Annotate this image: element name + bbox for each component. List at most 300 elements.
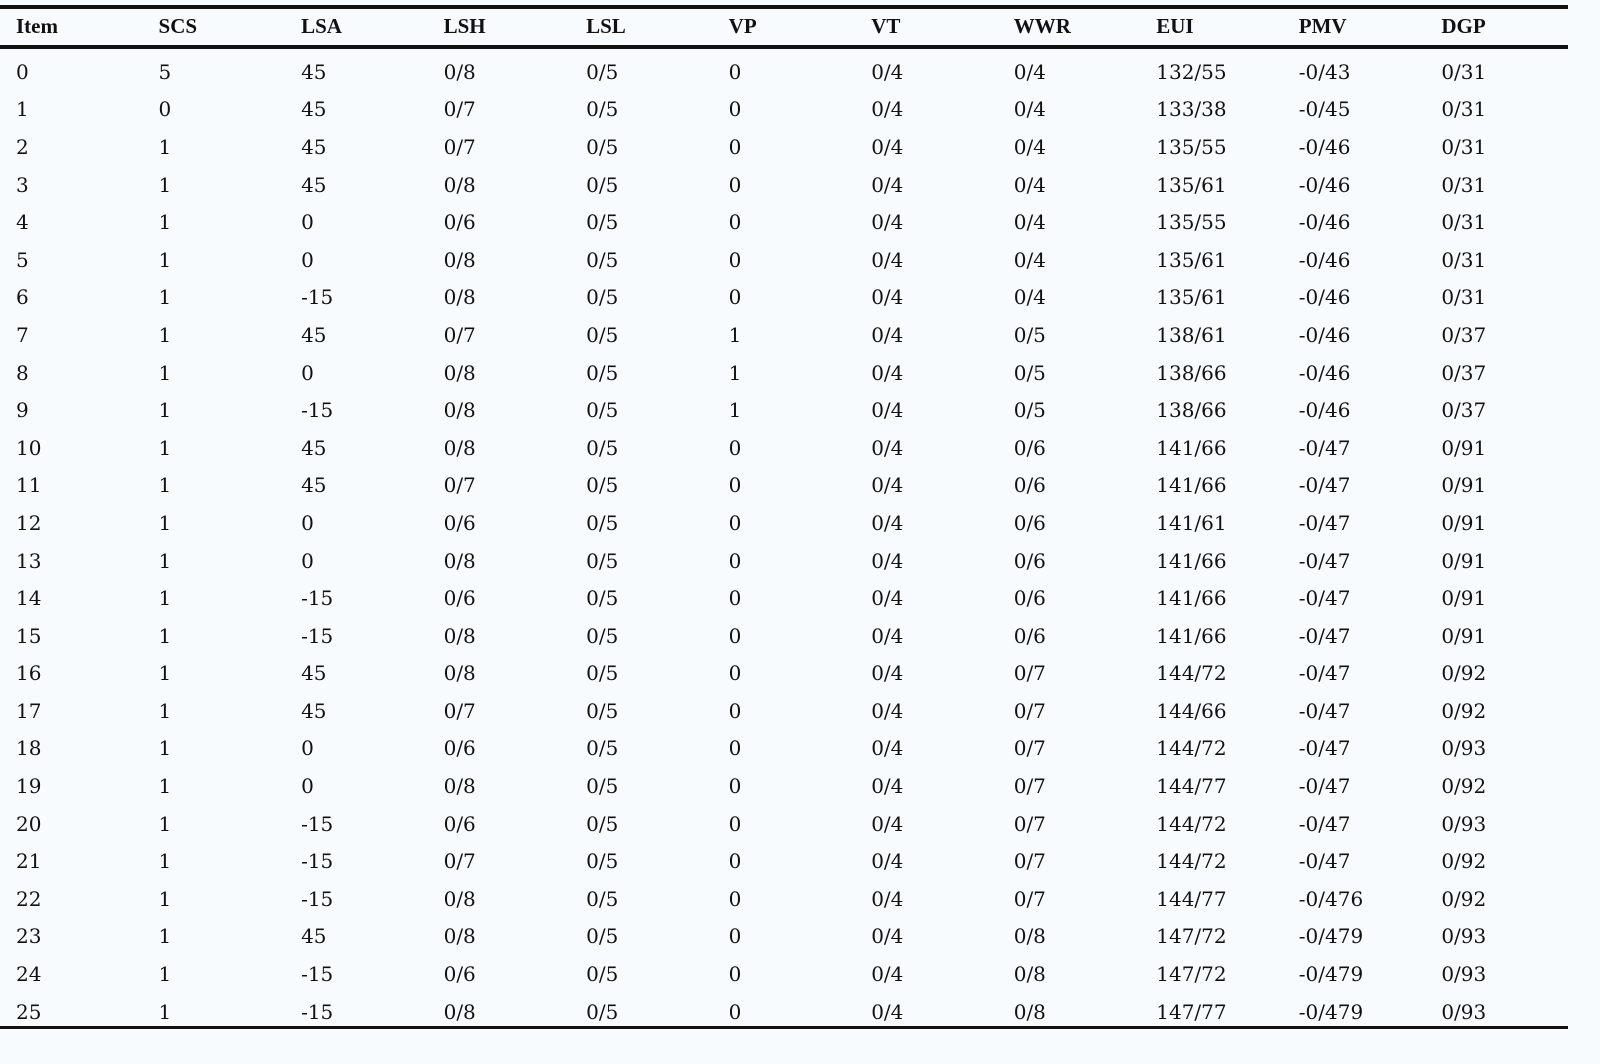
table-cell-dgp: 0/91 (1441, 435, 1487, 460)
table-row (0, 504, 1568, 542)
table-cell-wwr: 0/7 (1013, 736, 1046, 761)
table-cell-eui: 138/66 (1156, 360, 1227, 385)
table-cell-vt: 0/4 (871, 586, 904, 611)
table-cell-vp: 0 (728, 59, 742, 84)
table-cell-pmv: -0/47 (1298, 736, 1351, 761)
table-cell-scs: 1 (158, 210, 172, 235)
table-row (0, 166, 1568, 204)
table-cell-lsa: -15 (301, 586, 334, 611)
table-cell-lsl: 0/5 (586, 285, 619, 310)
table-cell-lsl: 0/5 (586, 247, 619, 272)
table-cell-vp: 0 (728, 435, 742, 460)
column-header-vt: VT (871, 14, 901, 38)
table-cell-lsa: 0 (301, 774, 314, 799)
table-cell-vt: 0/4 (871, 962, 904, 987)
table-cell-dgp: 0/93 (1441, 811, 1487, 836)
table-row (0, 203, 1568, 241)
column-header-lsh: LSH (443, 14, 486, 38)
table-cell-vp: 0 (728, 736, 742, 761)
table-body (0, 49, 1568, 1030)
table-cell-vt: 0/4 (871, 134, 904, 159)
table-row (0, 467, 1568, 505)
table-cell-lsh: 0/6 (443, 736, 476, 761)
table-cell-dgp: 0/91 (1441, 548, 1487, 573)
table-cell-pmv: -0/476 (1298, 886, 1364, 911)
table-cell-dgp: 0/31 (1441, 210, 1487, 235)
table-cell-eui: 135/55 (1156, 134, 1227, 159)
table-cell-scs: 1 (158, 134, 172, 159)
table-cell-scs: 1 (158, 661, 172, 686)
table-cell-item: 14 (16, 586, 42, 611)
table-cell-scs: 1 (158, 473, 172, 498)
table-cell-pmv: -0/46 (1298, 285, 1351, 310)
table-cell-item: 1 (16, 97, 29, 122)
table-cell-lsa: -15 (301, 886, 334, 911)
table-cell-eui: 135/55 (1156, 210, 1227, 235)
table-cell-lsl: 0/5 (586, 924, 619, 949)
table-cell-item: 18 (16, 736, 42, 761)
table-cell-lsa: 45 (301, 172, 327, 197)
table-cell-dgp: 0/91 (1441, 623, 1487, 648)
table-cell-lsh: 0/6 (443, 962, 476, 987)
table-cell-lsa: 45 (301, 661, 327, 686)
table-cell-dgp: 0/93 (1441, 999, 1487, 1024)
table-cell-lsa: 45 (301, 924, 327, 949)
table-cell-lsh: 0/7 (443, 97, 476, 122)
table-cell-vp: 1 (728, 322, 742, 347)
table-cell-lsa: -15 (301, 962, 334, 987)
table-cell-pmv: -0/46 (1298, 322, 1351, 347)
table-cell-pmv: -0/479 (1298, 962, 1364, 987)
table-cell-lsa: -15 (301, 849, 334, 874)
table-cell-lsa: 45 (301, 322, 327, 347)
table-cell-scs: 1 (158, 172, 172, 197)
table-cell-pmv: -0/47 (1298, 586, 1351, 611)
table-cell-vt: 0/4 (871, 360, 904, 385)
table-cell-eui: 144/72 (1156, 849, 1227, 874)
table-cell-dgp: 0/91 (1441, 473, 1487, 498)
column-header-lsl: LSL (586, 14, 626, 38)
table-cell-pmv: -0/46 (1298, 247, 1351, 272)
table-cell-wwr: 0/4 (1013, 210, 1046, 235)
table-cell-lsh: 0/6 (443, 210, 476, 235)
table-cell-lsl: 0/5 (586, 811, 619, 836)
table-cell-vp: 1 (728, 360, 742, 385)
table-cell-eui: 144/72 (1156, 661, 1227, 686)
table-cell-lsh: 0/8 (443, 172, 476, 197)
table-row (0, 49, 1568, 91)
table-cell-pmv: -0/47 (1298, 698, 1351, 723)
table-cell-item: 17 (16, 698, 42, 723)
table-cell-pmv: -0/47 (1298, 548, 1351, 573)
column-header-scs: SCS (158, 14, 198, 38)
table-row (0, 241, 1568, 279)
table-cell-lsl: 0/5 (586, 736, 619, 761)
table-cell-pmv: -0/47 (1298, 661, 1351, 686)
table-cell-vt: 0/4 (871, 698, 904, 723)
table-cell-wwr: 0/6 (1013, 586, 1046, 611)
table-row (0, 805, 1568, 843)
table-cell-lsl: 0/5 (586, 59, 619, 84)
table-cell-item: 0 (16, 59, 29, 84)
table-row (0, 955, 1568, 993)
table-cell-item: 7 (16, 322, 29, 347)
table-cell-vt: 0/4 (871, 623, 904, 648)
table-cell-lsa: -15 (301, 398, 334, 423)
table-cell-item: 4 (16, 210, 29, 235)
table-cell-pmv: -0/46 (1298, 172, 1351, 197)
table-cell-eui: 144/77 (1156, 774, 1227, 799)
table-row (0, 767, 1568, 805)
table-cell-item: 15 (16, 623, 42, 648)
table-cell-dgp: 0/37 (1441, 398, 1487, 423)
table-cell-lsh: 0/8 (443, 886, 476, 911)
table-cell-item: 6 (16, 285, 29, 310)
table-cell-lsl: 0/5 (586, 849, 619, 874)
table-cell-lsh: 0/8 (443, 285, 476, 310)
table-cell-vp: 0 (728, 172, 742, 197)
table-cell-lsa: 45 (301, 59, 327, 84)
table-cell-wwr: 0/6 (1013, 623, 1046, 648)
table-cell-pmv: -0/46 (1298, 398, 1351, 423)
table-cell-dgp: 0/31 (1441, 134, 1487, 159)
table-cell-vp: 0 (728, 623, 742, 648)
table-cell-item: 23 (16, 924, 42, 949)
table-cell-lsl: 0/5 (586, 210, 619, 235)
table-cell-wwr: 0/7 (1013, 849, 1046, 874)
table-row (0, 354, 1568, 392)
table-cell-wwr: 0/8 (1013, 999, 1046, 1024)
table-cell-eui: 135/61 (1156, 285, 1227, 310)
table-cell-dgp: 0/92 (1441, 849, 1487, 874)
table-cell-pmv: -0/46 (1298, 360, 1351, 385)
table-cell-dgp: 0/92 (1441, 774, 1487, 799)
table-cell-eui: 141/66 (1156, 586, 1227, 611)
table-cell-lsa: 0 (301, 510, 314, 535)
table-cell-vp: 0 (728, 774, 742, 799)
table-cell-dgp: 0/31 (1441, 59, 1487, 84)
table-row (0, 842, 1568, 880)
table-cell-item: 2 (16, 134, 29, 159)
table-cell-lsh: 0/7 (443, 322, 476, 347)
table-cell-pmv: -0/479 (1298, 924, 1364, 949)
table-cell-vt: 0/4 (871, 774, 904, 799)
table-cell-pmv: -0/43 (1298, 59, 1351, 84)
table-cell-wwr: 0/5 (1013, 398, 1046, 423)
table-cell-dgp: 0/93 (1441, 736, 1487, 761)
table-cell-wwr: 0/6 (1013, 473, 1046, 498)
table-cell-lsl: 0/5 (586, 97, 619, 122)
table-cell-lsl: 0/5 (586, 322, 619, 347)
table-cell-wwr: 0/5 (1013, 322, 1046, 347)
table-cell-vp: 0 (728, 849, 742, 874)
table-cell-vp: 0 (728, 962, 742, 987)
table-cell-vp: 0 (728, 134, 742, 159)
table-cell-lsl: 0/5 (586, 134, 619, 159)
table-cell-lsh: 0/6 (443, 586, 476, 611)
table-cell-eui: 141/66 (1156, 548, 1227, 573)
table-cell-lsl: 0/5 (586, 698, 619, 723)
table-cell-lsh: 0/7 (443, 849, 476, 874)
table-cell-lsa: 45 (301, 698, 327, 723)
table-cell-vt: 0/4 (871, 210, 904, 235)
table-cell-dgp: 0/37 (1441, 360, 1487, 385)
table-cell-dgp: 0/92 (1441, 661, 1487, 686)
table-row (0, 429, 1568, 467)
table-cell-wwr: 0/7 (1013, 886, 1046, 911)
table-cell-dgp: 0/31 (1441, 97, 1487, 122)
table-cell-vt: 0/4 (871, 97, 904, 122)
table-cell-scs: 0 (158, 97, 172, 122)
table-cell-scs: 1 (158, 811, 172, 836)
table-cell-eui: 144/72 (1156, 736, 1227, 761)
table-cell-eui: 144/77 (1156, 886, 1227, 911)
table-cell-vt: 0/4 (871, 999, 904, 1024)
table-cell-lsh: 0/8 (443, 774, 476, 799)
table-cell-item: 3 (16, 172, 29, 197)
table-cell-lsh: 0/8 (443, 924, 476, 949)
table-cell-vp: 0 (728, 924, 742, 949)
table-cell-lsa: 0 (301, 210, 314, 235)
table-row (0, 993, 1568, 1031)
table-cell-vt: 0/4 (871, 473, 904, 498)
table-cell-scs: 1 (158, 774, 172, 799)
table-cell-lsh: 0/6 (443, 510, 476, 535)
table-cell-lsl: 0/5 (586, 586, 619, 611)
table-cell-vp: 0 (728, 661, 742, 686)
table-cell-item: 12 (16, 510, 42, 535)
table-row (0, 316, 1568, 354)
table-cell-eui: 135/61 (1156, 247, 1227, 272)
table-cell-pmv: -0/47 (1298, 811, 1351, 836)
table-cell-dgp: 0/93 (1441, 962, 1487, 987)
table-cell-dgp: 0/37 (1441, 322, 1487, 347)
table-cell-vt: 0/4 (871, 247, 904, 272)
table-cell-scs: 1 (158, 736, 172, 761)
table-cell-vt: 0/4 (871, 435, 904, 460)
table-cell-wwr: 0/6 (1013, 510, 1046, 535)
table-cell-lsh: 0/8 (443, 360, 476, 385)
table-cell-item: 20 (16, 811, 42, 836)
table-cell-lsh: 0/8 (443, 247, 476, 272)
table-cell-wwr: 0/4 (1013, 97, 1046, 122)
table-cell-vt: 0/4 (871, 510, 904, 535)
table-cell-item: 8 (16, 360, 29, 385)
table-cell-lsa: -15 (301, 623, 334, 648)
table-cell-lsa: -15 (301, 285, 334, 310)
table-cell-eui: 141/66 (1156, 435, 1227, 460)
table-cell-pmv: -0/47 (1298, 473, 1351, 498)
table-cell-wwr: 0/4 (1013, 247, 1046, 272)
column-header-lsa: LSA (301, 14, 342, 38)
table-cell-wwr: 0/8 (1013, 924, 1046, 949)
table-cell-item: 16 (16, 661, 42, 686)
table-cell-lsl: 0/5 (586, 548, 619, 573)
table-cell-vt: 0/4 (871, 285, 904, 310)
table-cell-item: 13 (16, 548, 42, 573)
table-cell-lsa: -15 (301, 999, 334, 1024)
table-cell-dgp: 0/93 (1441, 924, 1487, 949)
table-cell-item: 24 (16, 962, 42, 987)
table-cell-vt: 0/4 (871, 548, 904, 573)
table-cell-scs: 1 (158, 322, 172, 347)
table-cell-lsh: 0/7 (443, 134, 476, 159)
table-cell-vp: 0 (728, 999, 742, 1024)
table-cell-scs: 1 (158, 962, 172, 987)
table-cell-scs: 1 (158, 698, 172, 723)
table-cell-dgp: 0/31 (1441, 172, 1487, 197)
table-cell-scs: 1 (158, 849, 172, 874)
table-cell-lsa: 45 (301, 97, 327, 122)
table-cell-eui: 141/61 (1156, 510, 1227, 535)
table-cell-vp: 0 (728, 473, 742, 498)
table-cell-lsa: 0 (301, 247, 314, 272)
table-cell-eui: 135/61 (1156, 172, 1227, 197)
table-cell-scs: 1 (158, 247, 172, 272)
column-header-wwr: WWR (1013, 14, 1071, 38)
table-row (0, 391, 1568, 429)
table-row (0, 542, 1568, 580)
table-cell-dgp: 0/31 (1441, 285, 1487, 310)
table-row (0, 579, 1568, 617)
table-cell-pmv: -0/46 (1298, 134, 1351, 159)
table-cell-lsh: 0/8 (443, 999, 476, 1024)
table-cell-lsa: 0 (301, 360, 314, 385)
table-cell-item: 5 (16, 247, 29, 272)
table-cell-dgp: 0/91 (1441, 586, 1487, 611)
table-row (0, 692, 1568, 730)
column-header-item: Item (16, 14, 58, 38)
table-cell-item: 11 (16, 473, 42, 498)
table-cell-pmv: -0/47 (1298, 849, 1351, 874)
table-cell-item: 10 (16, 435, 42, 460)
table-cell-lsh: 0/8 (443, 398, 476, 423)
table-cell-lsa: -15 (301, 811, 334, 836)
table-cell-pmv: -0/47 (1298, 623, 1351, 648)
table-cell-wwr: 0/4 (1013, 134, 1046, 159)
table-cell-wwr: 0/5 (1013, 360, 1046, 385)
table-cell-wwr: 0/4 (1013, 59, 1046, 84)
table-cell-eui: 144/66 (1156, 698, 1227, 723)
column-header-dgp: DGP (1441, 14, 1486, 38)
table-cell-scs: 1 (158, 999, 172, 1024)
table-cell-lsh: 0/8 (443, 59, 476, 84)
table-cell-scs: 1 (158, 398, 172, 423)
table-cell-vp: 0 (728, 210, 742, 235)
table-cell-lsh: 0/8 (443, 661, 476, 686)
table-cell-vp: 0 (728, 811, 742, 836)
table-cell-item: 19 (16, 774, 42, 799)
table-cell-item: 25 (16, 999, 42, 1024)
table-cell-vt: 0/4 (871, 661, 904, 686)
table-cell-pmv: -0/45 (1298, 97, 1351, 122)
table-cell-lsh: 0/8 (443, 548, 476, 573)
table-cell-lsl: 0/5 (586, 962, 619, 987)
table-cell-lsl: 0/5 (586, 623, 619, 648)
table-cell-vt: 0/4 (871, 924, 904, 949)
table-cell-item: 22 (16, 886, 42, 911)
table-cell-wwr: 0/6 (1013, 548, 1046, 573)
table-cell-lsa: 45 (301, 473, 327, 498)
table-cell-eui: 147/72 (1156, 962, 1227, 987)
table-cell-lsh: 0/7 (443, 698, 476, 723)
table-cell-dgp: 0/92 (1441, 886, 1487, 911)
table-cell-wwr: 0/8 (1013, 962, 1046, 987)
column-header-vp: VP (728, 14, 757, 38)
table-cell-scs: 1 (158, 510, 172, 535)
table-cell-vt: 0/4 (871, 322, 904, 347)
table-cell-vt: 0/4 (871, 811, 904, 836)
table-cell-lsa: 45 (301, 435, 327, 460)
table-cell-lsl: 0/5 (586, 473, 619, 498)
table-cell-lsa: 0 (301, 548, 314, 573)
table-cell-vp: 0 (728, 285, 742, 310)
table-row (0, 617, 1568, 655)
table-row (0, 655, 1568, 693)
table-cell-lsl: 0/5 (586, 172, 619, 197)
table-cell-item: 21 (16, 849, 42, 874)
table-header (0, 0, 1568, 49)
table-cell-lsl: 0/5 (586, 510, 619, 535)
table-cell-scs: 1 (158, 548, 172, 573)
table-row (0, 279, 1568, 317)
table-cell-lsl: 0/5 (586, 661, 619, 686)
table-cell-eui: 133/38 (1156, 97, 1227, 122)
table-cell-scs: 1 (158, 886, 172, 911)
table-cell-eui: 138/66 (1156, 398, 1227, 423)
table-cell-vp: 0 (728, 698, 742, 723)
table-cell-wwr: 0/7 (1013, 811, 1046, 836)
table-cell-vp: 0 (728, 97, 742, 122)
table-cell-lsl: 0/5 (586, 999, 619, 1024)
table-cell-wwr: 0/4 (1013, 285, 1046, 310)
table-cell-pmv: -0/47 (1298, 510, 1351, 535)
table-cell-wwr: 0/4 (1013, 172, 1046, 197)
table-cell-vt: 0/4 (871, 736, 904, 761)
table-cell-lsl: 0/5 (586, 360, 619, 385)
table-cell-vt: 0/4 (871, 398, 904, 423)
header-row (0, 0, 1568, 49)
table-cell-eui: 144/72 (1156, 811, 1227, 836)
table-cell-scs: 1 (158, 586, 172, 611)
table-cell-vp: 0 (728, 247, 742, 272)
table-cell-vp: 1 (728, 398, 742, 423)
table-row (0, 918, 1568, 956)
table-cell-eui: 132/55 (1156, 59, 1227, 84)
table-cell-lsa: 0 (301, 736, 314, 761)
table-cell-eui: 141/66 (1156, 473, 1227, 498)
table-row (0, 128, 1568, 166)
table-cell-pmv: -0/479 (1298, 999, 1364, 1024)
table-row (0, 730, 1568, 768)
table-cell-lsh: 0/7 (443, 473, 476, 498)
table-cell-eui: 141/66 (1156, 623, 1227, 648)
table-cell-eui: 147/72 (1156, 924, 1227, 949)
table-row (0, 91, 1568, 129)
table-cell-scs: 1 (158, 435, 172, 460)
table-cell-vt: 0/4 (871, 886, 904, 911)
table-cell-vp: 0 (728, 586, 742, 611)
table-cell-wwr: 0/7 (1013, 661, 1046, 686)
table-cell-lsh: 0/6 (443, 811, 476, 836)
table-cell-scs: 5 (158, 59, 172, 84)
table-cell-dgp: 0/31 (1441, 247, 1487, 272)
table-cell-lsl: 0/5 (586, 886, 619, 911)
table-row (0, 880, 1568, 918)
table-cell-eui: 138/61 (1156, 322, 1227, 347)
table-cell-eui: 147/77 (1156, 999, 1227, 1024)
table-cell-dgp: 0/92 (1441, 698, 1487, 723)
